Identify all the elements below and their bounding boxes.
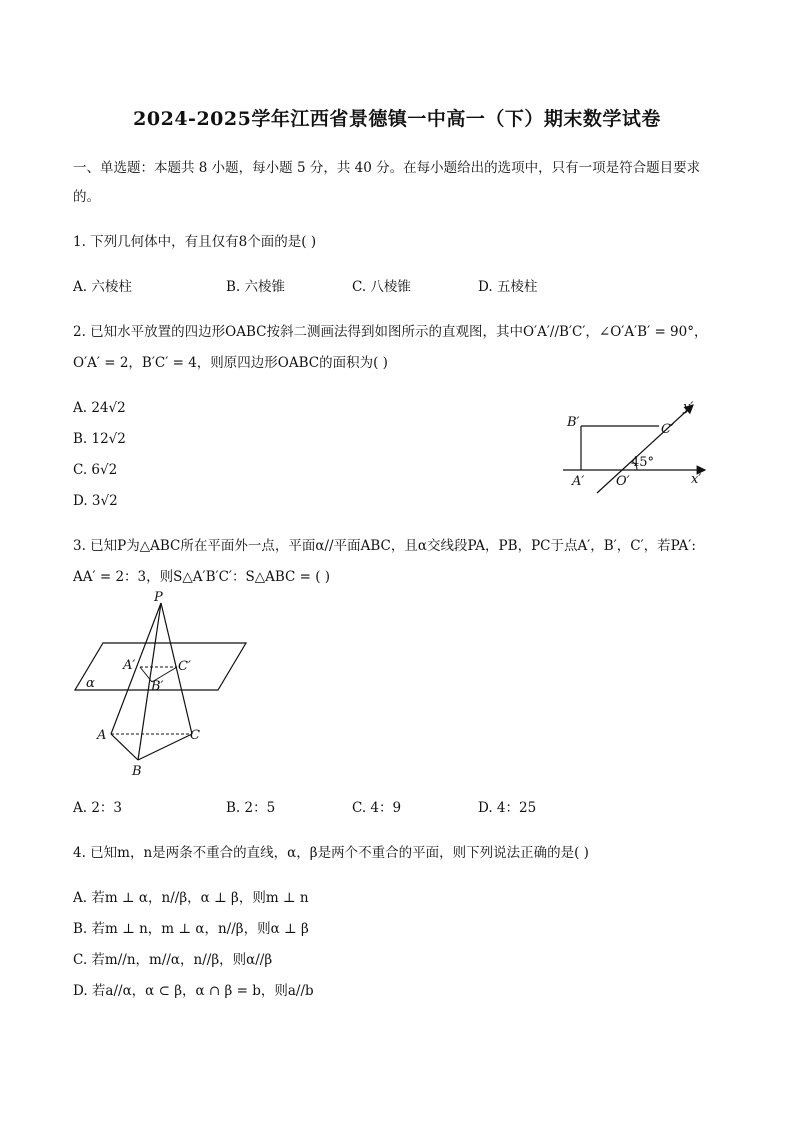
label-b1: B′	[151, 679, 164, 694]
q4-option-b: B. 若m ⊥ n，m ⊥ α，n//β，则α ⊥ β	[73, 921, 309, 937]
q1-option-c: C. 八棱锥	[352, 279, 411, 295]
q2-option-a: A. 24√2	[73, 400, 126, 416]
label-angle: 45°	[631, 455, 655, 470]
label-a1: A′	[123, 658, 136, 673]
q3-option-d: D. 4：25	[478, 800, 537, 816]
q1-option-b: B. 六棱锥	[226, 279, 286, 295]
q1-option-a: A. 六棱柱	[73, 279, 132, 295]
label-a: A	[97, 728, 107, 743]
q4-option-a: A. 若m ⊥ α，n//β，α ⊥ β，则m ⊥ n	[73, 890, 309, 906]
q4-option-c: C. 若m//n，m//α，n//β，则α//β	[73, 952, 273, 968]
section-heading-line1: 一、单选题：本题共 8 小题，每小题 5 分，共 40 分。在每小题给出的选项中，只有一项是符合题目要求	[73, 160, 701, 176]
q3-stem-line2: AA′ = 2：3，则S△A′B′C′：S△ABC = ( )	[73, 569, 331, 585]
edge-p-a	[111, 603, 161, 734]
q2-stem-line2: O′A′ = 2，B′C′ = 4，则原四边形OABC的面积为( )	[73, 355, 388, 371]
q4-option-d: D. 若a//α，α ⊂ β，α ∩ β = b，则a//b	[73, 983, 314, 999]
q1-stem: 1. 下列几何体中，有且仅有8个面的是( )	[73, 234, 317, 250]
label-c: C	[190, 728, 200, 743]
label-c1: C′	[178, 659, 191, 674]
edge-b-c-base	[138, 734, 192, 760]
q3-stem-line1: 3. 已知P为△ABC所在平面外一点，平面α//平面ABC，且α交线段PA，PB，PC于点A′，B′，C′，若PA′:	[73, 538, 696, 554]
q3-option-c: C. 4：9	[352, 800, 402, 816]
q1-option-d: D. 五棱柱	[478, 279, 538, 295]
label-b: B	[132, 764, 142, 779]
q2-option-c: C. 6√2	[73, 462, 118, 478]
q3-option-a: A. 2：3	[73, 800, 123, 816]
label-o: O′	[616, 474, 630, 489]
q2-option-d: D. 3√2	[73, 493, 118, 509]
label-c: C′	[661, 422, 674, 437]
label-p: P	[154, 590, 163, 605]
label-x: x′	[691, 472, 702, 487]
label-b: B′	[567, 415, 580, 430]
q2-stem-line1: 2. 已知水平放置的四边形OABC按斜二测画法得到如图所示的直观图，其中O′A′//B′C′，∠O′A′B′ = 90°，	[73, 324, 708, 340]
label-a: A′	[572, 474, 585, 489]
edge-a-b-base	[111, 734, 138, 760]
q3-option-b: B. 2：5	[226, 800, 276, 816]
q2-figure	[555, 395, 725, 500]
q4-stem: 4. 已知m，n是两条不重合的直线，α，β是两个不重合的平面，则下列说法正确的是( )	[73, 845, 589, 861]
q3-figure	[68, 590, 253, 780]
page-title: 2024-2025学年江西省景德镇一中高一（下）期末数学试卷	[133, 108, 661, 130]
q2-option-b: B. 12√2	[73, 431, 126, 447]
label-alpha: α	[86, 676, 95, 691]
y-axis-line	[597, 405, 693, 493]
section-heading-line2: 的。	[73, 189, 100, 205]
label-y: y′	[683, 400, 694, 415]
